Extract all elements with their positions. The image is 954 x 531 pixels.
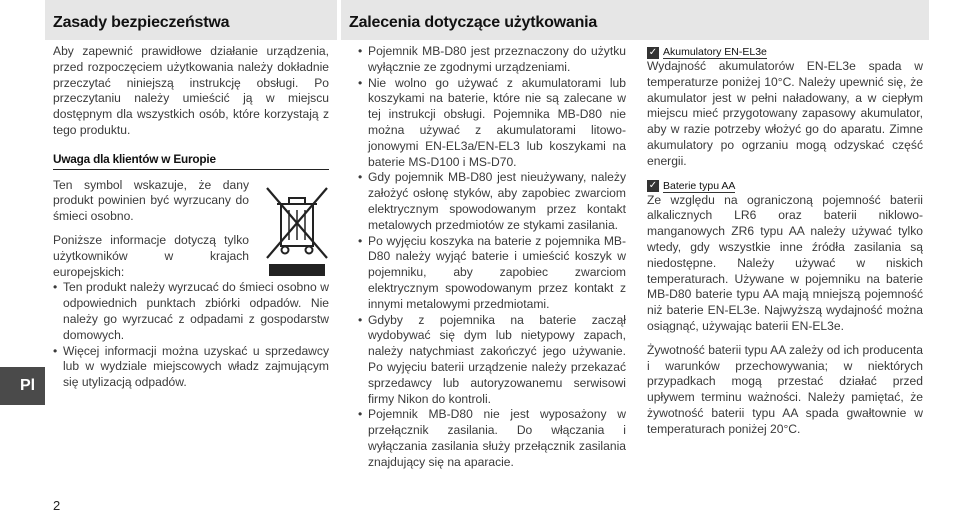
usage-bullet-list (358, 44, 626, 471)
list-item: • Gdy pojemnik MB-D80 jest nieużywany, należy założyć osłonę styków, aby zapobiec zwarciom elektrycznym spowodowanym przez kontakt metalowych przedmiotów ze stykami zasilania. (358, 170, 626, 233)
list-item: • Ten produkt należy wyrzucać do śmieci osobno w odpowiednich punktach zbiórki odpadów. Nie należy go wyrzucać z odpadami z gospodarstw domowych. (53, 280, 329, 343)
list-item: • Po wyjęciu koszyka na baterie z pojemnika MB-D80 należy wyjąć baterie i umieścić koszyk w pojemniku, aby zapobiec zwarciom elektrycznym spowodowanym przez kontakt z innymi metalowymi przedmiotami. (358, 234, 626, 313)
info-paragraph: Poniższe informacje dotyczą tylko użytkowników w krajach europejskich: (53, 232, 249, 279)
list-item: • Gdyby z pojemnika na baterie zaczął wydobywać się dym lub nietypowy zapach, należy natychmiast zakończyć jego używanie. Po wyjęciu baterii urządzenie należy przekazać sprzedawcy lub autoryzowanemu serwisowi firmy Nikon do kontroli. (358, 313, 626, 408)
list-item: • Pojemnik MB-D80 jest przeznaczony do użytku wyłącznie ze zgodnymi urządzeniami. (358, 44, 626, 76)
aa-lifetime-paragraph: Żywotność baterii typu AA zależy od ich producenta i warunków przechowywania; w niektórych przypadkach mogą przestać działać przed upływem terminu ważności. Należy pamiętać, że żywotność baterii typu AA spada gwałtownie w temperaturach poniżej 20°C. (647, 342, 923, 436)
symbol-paragraph: Ten symbol wskazuje, że dany produkt powinien być wyrzucany do śmieci osobno. (53, 177, 249, 224)
language-tab: Pl (0, 367, 45, 405)
list-item: • Więcej informacji można uzyskać u sprzedawcy lub w wydziale miejscowych władz zajmującym się utylizacją odpadów. (53, 344, 329, 391)
eu-notice-text (53, 178, 249, 281)
safety-column (53, 44, 329, 391)
section-title: Baterie typu AA (663, 179, 736, 192)
battery-notes-column (647, 44, 923, 438)
battery-aa-heading (647, 180, 923, 193)
list-item: • Nie wolno go używać z akumulatorami lub koszykami na baterie, które nie są zalecane w tej instrukcji obsługi. Pojemnika MB-D80 nie można używać z akumulatorami litowo-jonowymi EN-EL3a/EN-EL3 lub koszykami na baterie MS-D100 i MS-D70. (358, 76, 626, 171)
eu-bullet-list (53, 280, 329, 391)
section-header-right (341, 0, 929, 40)
checkmark-icon: ✓ (648, 180, 658, 192)
usage-heading: Zalecenia dotyczące użytkowania (349, 14, 598, 31)
checkmark-icon: ✓ (648, 46, 658, 58)
section-header-left (45, 0, 337, 40)
safety-heading: Zasady bezpieczeństwa (53, 14, 230, 31)
eu-notice (53, 178, 329, 281)
intro-paragraph: Aby zapewnić prawidłowe działanie urządzenia, przed rozpoczęciem użytkowania należy dokładnie przeczytać niniejszą instrukcję obsługi. Po przeczytaniu należy umieścić ją w miejscu dostępnym dla wszystkich osób, które korzystają z tego produktu. (53, 44, 329, 137)
eu-subheading: Uwaga dla klientów w Europie (53, 152, 329, 170)
battery-en-el3e-heading (647, 46, 923, 59)
list-item: • Pojemnik MB-D80 nie jest wyposażony w przełącznik zasilania. Do włączania i wyłączania zasilania służy przełącznik zasilania znajdujący się na aparacie. (358, 407, 626, 470)
usage-bullets-column (358, 44, 626, 471)
en-el3e-paragraph: Wydajność akumulatorów EN-EL3e spada w temperaturze poniżej 10°C. Należy upewnić się, że akumulator jest w pełni naładowany, a w ciepłym miejscu mieć przygotowany zapasowy akumulator, aby w razie potrzeby włożyć go do aparatu. Zimne akumulatory po ogrzaniu mogą odzyskać część energii. (647, 59, 923, 168)
page-number: 2 (53, 498, 61, 513)
crossed-out-wheelie-bin-icon (265, 182, 329, 278)
section-title: Akumulatory EN-EL3e (663, 46, 767, 58)
aa-paragraph: Ze względu na ograniczoną pojemność baterii alkalicznych LR6 oraz baterii niklowo-manganowych ZR6 typu AA należy używać tylko wtedy, gdy wszystkie inne źródła zasilania są niedostępne. Należy używać w niskich temperaturach. Używane w pojemniku na baterie MB-D80 baterie typu AA mają mniejszą pojemność niż baterie EN-EL3e. Najwyższą wydajność można osiągnąć, używając baterii EN-EL3e. (647, 192, 923, 333)
